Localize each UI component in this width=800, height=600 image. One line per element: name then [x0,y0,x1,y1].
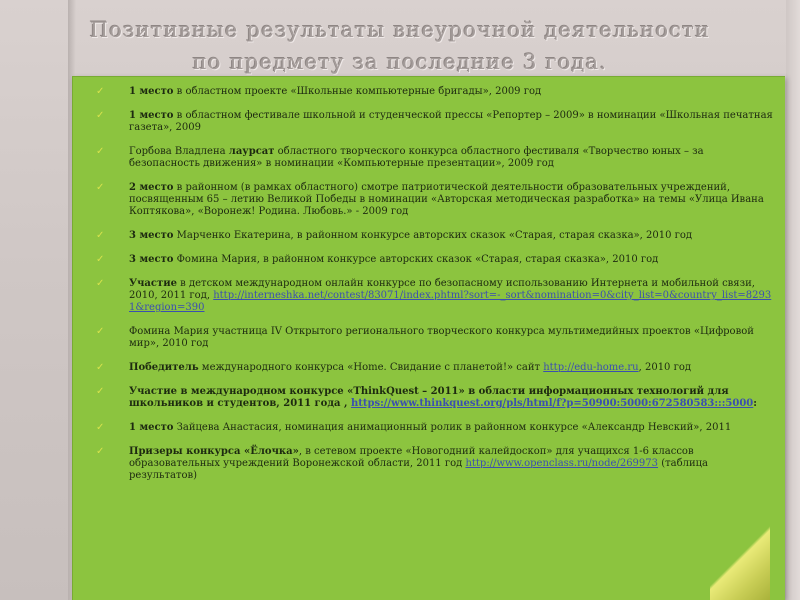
checkmark-icon: ✓ [96,278,105,289]
page-curl-corner [710,520,770,600]
result-text: международного конкурса «Home. Свидание с планетой!» сайт [198,362,544,373]
result-lead: Призеры конкурса «Ёлочка» [129,446,299,457]
result-lead: 3 место [129,254,174,265]
checkmark-icon: ✓ [96,86,105,97]
result-link[interactable]: http://edu-home.ru [543,362,639,373]
page-title [0,14,800,78]
result-text: Фомина Мария, в районном конкурсе авторских сказок «Старая, старая сказка», 2010 год [173,254,659,265]
title-line-2: по предмету за последние 3 года. [192,50,608,74]
result-text: в районном (в рамках областного) смотре патриотической деятельности образовательных учреждений, посвященным 65 – летию Великой Победы в номинации «Авторская методическая разработка» на темы «Улица Ивана Коптякова», «Воронеж! Родина. Любовь.» - 2009 год [129,182,764,217]
result-text-after: областного творческого конкурса областного фестиваля «Творчество юных – за безопасность движения» в номинации «Компьютерные презентации», 2009 год [129,146,704,169]
result-item [96,446,774,482]
result-item [96,182,774,218]
result-lead: Победитель [129,362,199,373]
checkmark-icon: ✓ [96,254,105,265]
result-item [96,146,774,170]
checkmark-icon: ✓ [96,362,105,373]
result-lead: Участие [129,278,177,289]
result-tail: (таблица результатов) [129,458,709,481]
result-item [96,278,774,314]
checkmark-icon: ✓ [96,326,105,337]
result-text: Горбова Владлена [129,146,229,157]
result-item [96,326,774,350]
results-list [96,86,774,494]
checkmark-icon: ✓ [96,182,105,193]
result-text: в детском международном онлайн конкурсе по безопасному использованию Интернета и мобильной связи, 2010, 2011 год, [129,278,755,301]
result-award: лаурсат [228,146,275,157]
checkmark-icon: ✓ [96,386,105,397]
result-item [96,86,774,98]
result-item [96,230,774,242]
result-link[interactable]: http://www.openclass.ru/node/269973 [465,458,659,469]
result-lead: 1 место [129,86,174,97]
result-text: , в сетевом проекте «Новогодний калейдоскоп» для учащихся 1-6 классов образовательных учреждений Воронежской области, 2011 год [129,446,694,469]
right-decor-band [786,0,800,600]
checkmark-icon: ✓ [96,110,105,121]
title-line-1: Позитивные результаты внеурочной деятельности [89,18,711,42]
result-lead: Участие в международном конкурсе «ThinkQuest – 2011» в области информационных технологий для школьников и студентов, 2011 года , [129,386,729,409]
result-item [96,422,774,434]
result-item [96,254,774,266]
checkmark-icon: ✓ [96,230,105,241]
result-text: Марченко Екатерина, в районном конкурсе авторских сказок «Старая, старая сказка», 2010 год [173,230,693,241]
result-lead: 3 место [129,230,174,241]
result-lead: 2 место [129,182,174,193]
checkmark-icon: ✓ [96,446,105,457]
result-link[interactable]: http://interneshka.net/contest/83071/index.phtml?sort=-_sort&nomination=0&city_list=0&country_list=82931&region=390 [129,290,772,313]
result-tail: , 2010 год [638,362,692,373]
result-lead: 1 место [129,422,174,433]
result-tail: : [753,398,757,409]
result-text: Фомина Мария участница IV Открытого регионального творческого конкурса мультимедийных проектов «Цифровой мир», 2010 год [129,326,754,349]
result-text: Зайцева Анастасия, номинация анимационный ролик в районном конкурсе «Александр Невский», 2011 [173,422,732,433]
result-text: в областном фестивале школьной и студенческой прессы «Репортер – 2009» в номинации «Школьная печатная газета», 2009 [129,110,773,133]
results-panel [72,76,785,600]
result-item [96,362,774,374]
checkmark-icon: ✓ [96,422,105,433]
checkmark-icon: ✓ [96,146,105,157]
result-item [96,110,774,134]
result-text: в областном проекте «Школьные компьютерные бригады», 2009 год [173,86,542,97]
result-item [96,386,774,410]
result-link[interactable]: https://www.thinkquest.org/pls/html/f?p=50900:5000:672580583:::5000 [350,398,754,409]
result-lead: 1 место [129,110,174,121]
